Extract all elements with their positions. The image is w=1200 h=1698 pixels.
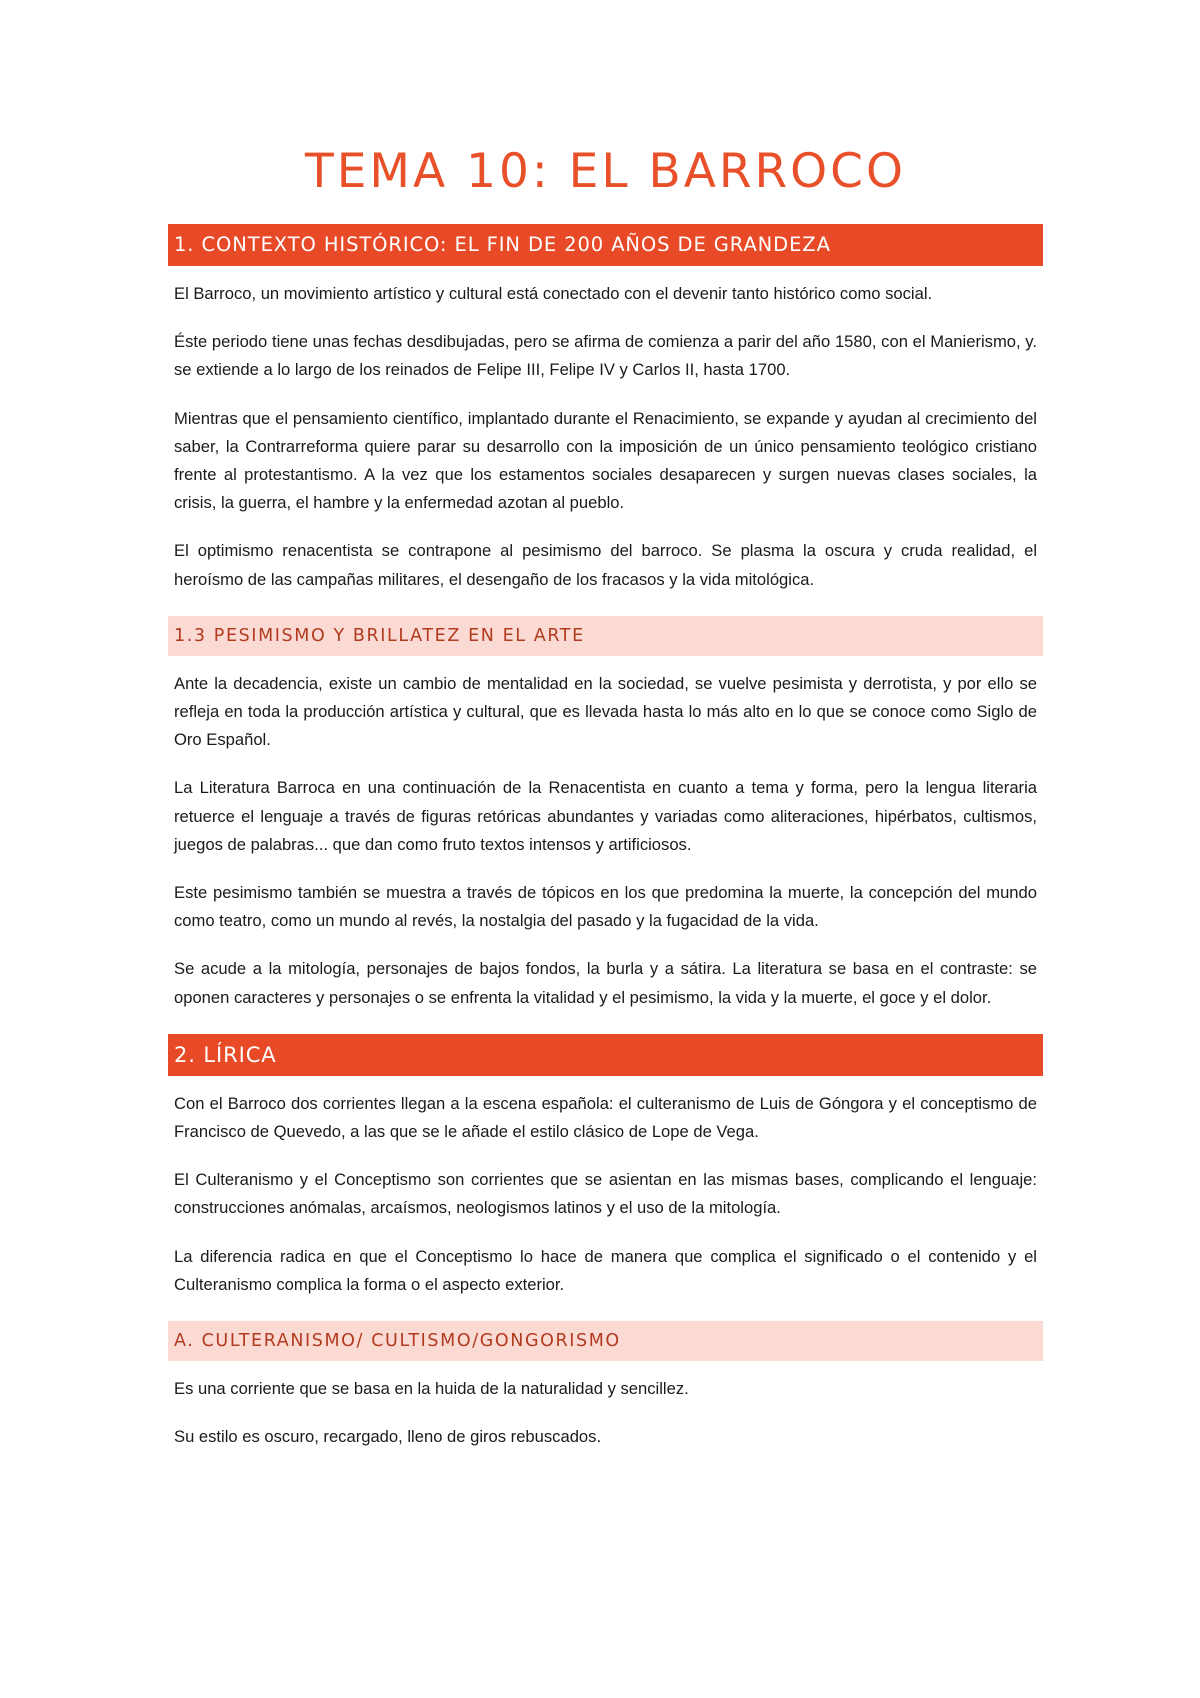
paragraph: Con el Barroco dos corrientes llegan a la escena española: el culteranismo de Luis de Góngora y el conceptismo de Francisco de Quevedo, a las que se le añade el estilo clásico de Lope de Vega. — [174, 1093, 1037, 1142]
section-heading-contexto-historico: 1. CONTEXTO HISTÓRICO: EL FIN DE 200 AÑOS DE GRANDEZA — [168, 224, 1043, 266]
document-page — [168, 140, 1043, 1471]
paragraph: Su estilo es oscuro, recargado, lleno de giros rebuscados. — [174, 1427, 602, 1447]
document-title: TEMA 10: EL BARROCO — [305, 144, 906, 199]
paragraph: La diferencia radica en que el Conceptismo lo hace de manera que complica el significado o el contenido y el Culteranismo complica la forma o el aspecto exterior. — [174, 1246, 1037, 1294]
paragraph: Se acude a la mitología, personajes de bajos fondos, la burla y a sátira. La literatura se basa en el contraste: se oponen caracteres y personajes o se enfrenta la vitalidad y el pesimismo, la vida y la muerte, el goce y el dolor. — [174, 959, 1037, 1007]
paragraph: El optimismo renacentista se contrapone al pesimismo del barroco. Se plasma la oscura y cruda realidad, el heroísmo de las campañas militares, el desengaño de los fracasos y la vida mitológica. — [174, 541, 1037, 589]
subsection-heading-pesimismo: 1.3 PESIMISMO Y BRILLATEZ EN EL ARTE — [168, 616, 1043, 656]
paragraph: El Barroco, un movimiento artístico y cultural está conectado con el devenir tanto histórico como social. — [174, 284, 933, 303]
section-heading-lirica: 2. LÍRICA — [168, 1034, 1043, 1076]
paragraph: Es una corriente que se basa en la huida de la naturalidad y sencillez. — [174, 1379, 689, 1399]
paragraph: Mientras que el pensamiento científico, implantado durante el Renacimiento, se expande y ayudan al crecimiento del saber, la Contrarreforma quiere parar su desarrollo con la imposición de un único pensamiento teológico cristiano frente al protestantismo. A la vez que los estamentos sociales desaparecen y surgen nuevas clases sociales, la crisis, la guerra, el hambre y la enfermedad azotan al pueblo. — [174, 408, 1037, 513]
subsection-heading-culteranismo: A. CULTERANISMO/ CULTISMO/GONGORISMO — [168, 1321, 1043, 1361]
paragraph: Ante la decadencia, existe un cambio de mentalidad en la sociedad, se vuelve pesimista y derrotista, y por ello se refleja en toda la producción artística y cultural, que es llevada hasta lo más alto en lo que se conoce como Siglo de Oro Español. — [174, 673, 1037, 750]
paragraph: Este pesimismo también se muestra a través de tópicos en los que predomina la muerte, la concepción del mundo como teatro, como un mundo al revés, la nostalgia del pasado y la fugacidad de la vida. — [174, 883, 1037, 931]
paragraph: El Culteranismo y el Conceptismo son corrientes que se asientan en las mismas bases, complicando el lenguaje: construcciones anómalas, arcaísmos, neologismos latinos y el uso de la mitología. — [174, 1170, 1037, 1218]
paragraph: Éste periodo tiene unas fechas desdibujadas, pero se afirma de comienza a parir del año 1580, con el Manierismo, y. se extiende a lo largo de los reinados de Felipe III, Felipe IV y Carlos II, hasta 1700. — [174, 332, 1037, 380]
paragraph: La Literatura Barroca en una continuación de la Renacentista en cuanto a tema y forma, pero la lengua literaria retuerce el lenguaje a través de figuras retóricas abundantes y variadas como aliteraciones, hipérbatos, cultismos, juegos de palabras... que dan como fruto textos intensos y artificiosos. — [174, 778, 1037, 854]
